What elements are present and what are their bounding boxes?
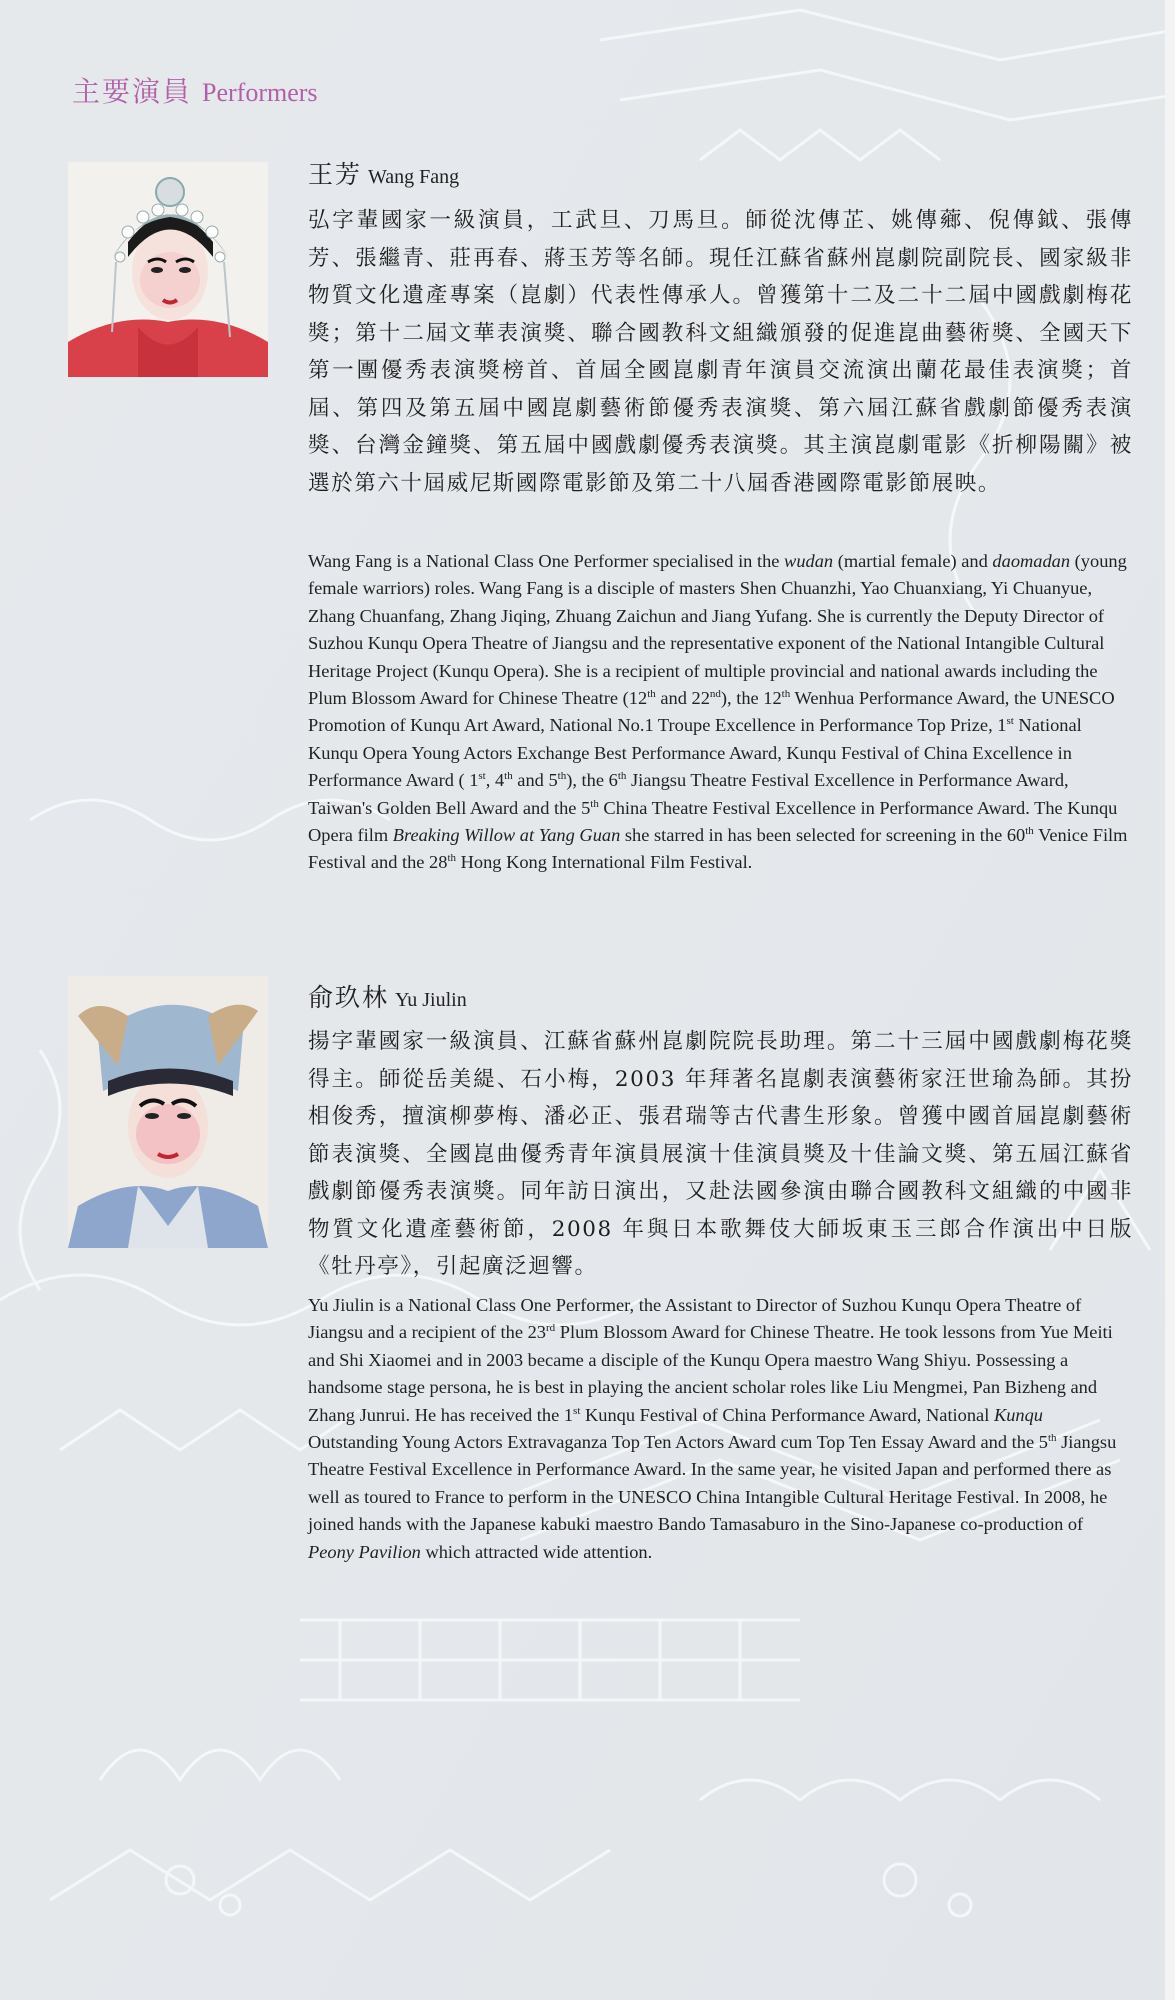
name-cn: 王芳 (308, 160, 363, 189)
bio-en-text: and 5 (512, 770, 558, 791)
opera-xiaosheng-portrait-icon (68, 976, 268, 1248)
bio-cn-yu-jiulin: 揚字輩國家一級演員、江蘇省蘇州崑劇院院長助理。第二十三屆中國戲劇梅花獎得主。師從岳美緹、石小梅，2003 年拜著名崑劇表演藝術家汪世瑜為師。其扮相俊秀，擅演柳夢梅、潘必正、張君瑞等古代書生形象。曾獲中國首屆崑劇藝術節表演獎、全國崑曲優秀青年演員展演十佳演員獎及十佳論文獎、第五屆江蘇省戲劇節優秀表演獎。同年訪日演出，又赴法國參演由聯合國教科文組織的中國非物質文化遺產藝術節，2008 年與日本歌舞伎大師坂東玉三郎合作演出中日版《牡丹亭》，引起廣泛迴響。 (308, 1029, 1133, 1279)
opera-dan-portrait-icon (68, 162, 268, 377)
bio-en-text: , 4 (485, 770, 505, 791)
bio-en-italic: wudan (784, 551, 834, 571)
bio-en-text: Kunqu Festival of China Performance Award, National (580, 1404, 994, 1425)
bio-en-text: Venice Film Festival and the 28 (308, 825, 1128, 873)
bio-en-text: Outstanding Young Actors Extravaganza Top Ten Actors Award cum Top Ten Essay Award and the 5 (308, 1432, 1048, 1453)
bio-en-sup: th (781, 687, 791, 700)
section-title (72, 70, 318, 110)
bio-en-sup: th (617, 770, 627, 783)
bio-en-sup: th (647, 687, 656, 700)
portrait-wang-fang (68, 162, 268, 377)
bio-en-wang-fang (308, 548, 1133, 877)
bio-en-italic: Peony Pavilion (308, 1541, 421, 1562)
bio-en-text: which attracted wide attention. (420, 1541, 653, 1562)
portrait-yu-jiulin (68, 976, 268, 1248)
bio-en-text: Jiangsu Theatre Festival Excellence in Performance Award. In the same year, he visited Japan and performed there as well as toured to France to perform in the UNESCO China Intangible Cultural Heritage Festival. In 2008, he joined hands with the Japanese kabuki maestro Bando Tamasaburo in the Sino-Japanese co-production of (308, 1432, 1117, 1535)
bio-en-sup: th (590, 797, 599, 810)
bio-en-text: ), the 12 (720, 688, 782, 709)
bio-en-text: Jiangsu Theatre Festival Excellence in Performance Award, Taiwan's Golden Bell Award and the 5 (308, 770, 1069, 818)
bio-en-text: Wang Fang is a National Class One Performer specialised in the (308, 551, 785, 571)
bio-en-text: ), the 6 (566, 770, 618, 791)
bio-en-sup: th (447, 852, 457, 865)
bio-en-text: Wenhua Performance Award, the UNESCO Promotion of Kunqu Art Award, National No.1 Troupe Excellence in Performance Top Prize, 1 (308, 688, 1115, 736)
bio-en-sup: rd (545, 1322, 556, 1335)
bio-en-text: China Theatre Festival Excellence in Performance Award. The Kunqu Opera film (308, 797, 1118, 846)
bio-en-sup: st (1006, 715, 1014, 728)
bio-en-sup: th (504, 770, 513, 783)
bio-en-sup: st (573, 1404, 581, 1417)
bio-en-text: she starred in has been selected for screening in the 60 (620, 825, 1026, 846)
bio-en-text: National Kunqu Opera Young Actors Exchange Best Performance Award, Kunqu Festival of China Excellence in Performance Award ( 1 (308, 715, 1082, 791)
bio-en-text: and 22 (655, 688, 710, 709)
bio-en-text: (young female warriors) roles. Wang Fang is a disciple of masters Shen Chuanzhi, Yao Chuanxiang, Yi Chuanyue, Zhang Chuanfang, Zhang Jiqing, Zhuang Zaichun and Jiang Yufang. She is currently the Deputy Director of Suzhou Kunqu Opera Theatre of Jiangsu and the representative exponent of the National Intangible Cultural Heritage Project (Kunqu Opera). She is a recipient of multiple provincial and national awards including the Plum Blossom Award for Chinese Theatre (12 (308, 551, 1127, 709)
bio-en-sup: st (478, 770, 486, 783)
bio-en-sup: th (1047, 1431, 1057, 1444)
bio-en-text: (martial female) and (833, 551, 993, 571)
bio-en-italic: daomadan (992, 551, 1071, 571)
bio-en-yu-jiulin (308, 1292, 1133, 1566)
bio-en-sup: th (557, 770, 567, 783)
bio-en-sup: th (1025, 824, 1034, 837)
bio-en-sup: nd (709, 687, 721, 700)
name-yu-jiulin (308, 978, 467, 1014)
bio-en-italic: Breaking Willow at Yang Guan (392, 825, 621, 846)
section-title-cn: 主要演員 (72, 75, 193, 108)
bio-en-italic: Kunqu (993, 1404, 1043, 1425)
name-en: Yu Jiulin (395, 989, 467, 1011)
bio-en-text: Plum Blossom Award for Chinese Theatre. He took lessons from Yue Meiti and Shi Xiaomei and in 2003 became a disciple of the Kunqu Opera maestro Wang Shiyu. Possessing a handsome stage persona, he is best in playing the ancient scholar roles like Liu Mengmei, Pan Bizheng and Zhang Junrui. He has received the 1 (308, 1322, 1113, 1425)
bio-en-text: Yu Jiulin is a National Class One Performer, the Assistant to Director of Suzhou Kunqu Opera Theatre of Jiangsu and a recipient of the 23 (308, 1295, 1082, 1343)
name-cn: 俞玖林 (308, 983, 390, 1012)
section-title-en: Performers (202, 78, 318, 107)
bio-cn-wang-fang: 弘字輩國家一級演員，工武旦、刀馬旦。師從沈傳芷、姚傳薌、倪傳鉞、張傳芳、張繼青、莊再春、蔣玉芳等名師。現任江蘇省蘇州崑劇院副院長、國家級非物質文化遺產專案（崑劇）代表性傳承人。曾獲第十二及二十二屆中國戲劇梅花獎；第十二屆文華表演獎、聯合國教科文組織頒發的促進崑曲藝術獎、全國天下第一團優秀表演獎榜首、首屆全國崑劇青年演員交流演出蘭花最佳表演獎；首屆、第四及第五屆中國崑劇藝術節優秀表演獎、第六屆江蘇省戲劇節優秀表演獎、台灣金鐘獎、第五屆中國戲劇優秀表演獎。其主演崑劇電影《折柳陽關》被選於第六十屆威尼斯國際電影節及第二十八屆香港國際電影節展映。 (308, 208, 1133, 496)
name-wang-fang (308, 155, 459, 191)
name-en: Wang Fang (368, 166, 460, 188)
bio-en-text: Hong Kong International Film Festival. (456, 852, 753, 873)
